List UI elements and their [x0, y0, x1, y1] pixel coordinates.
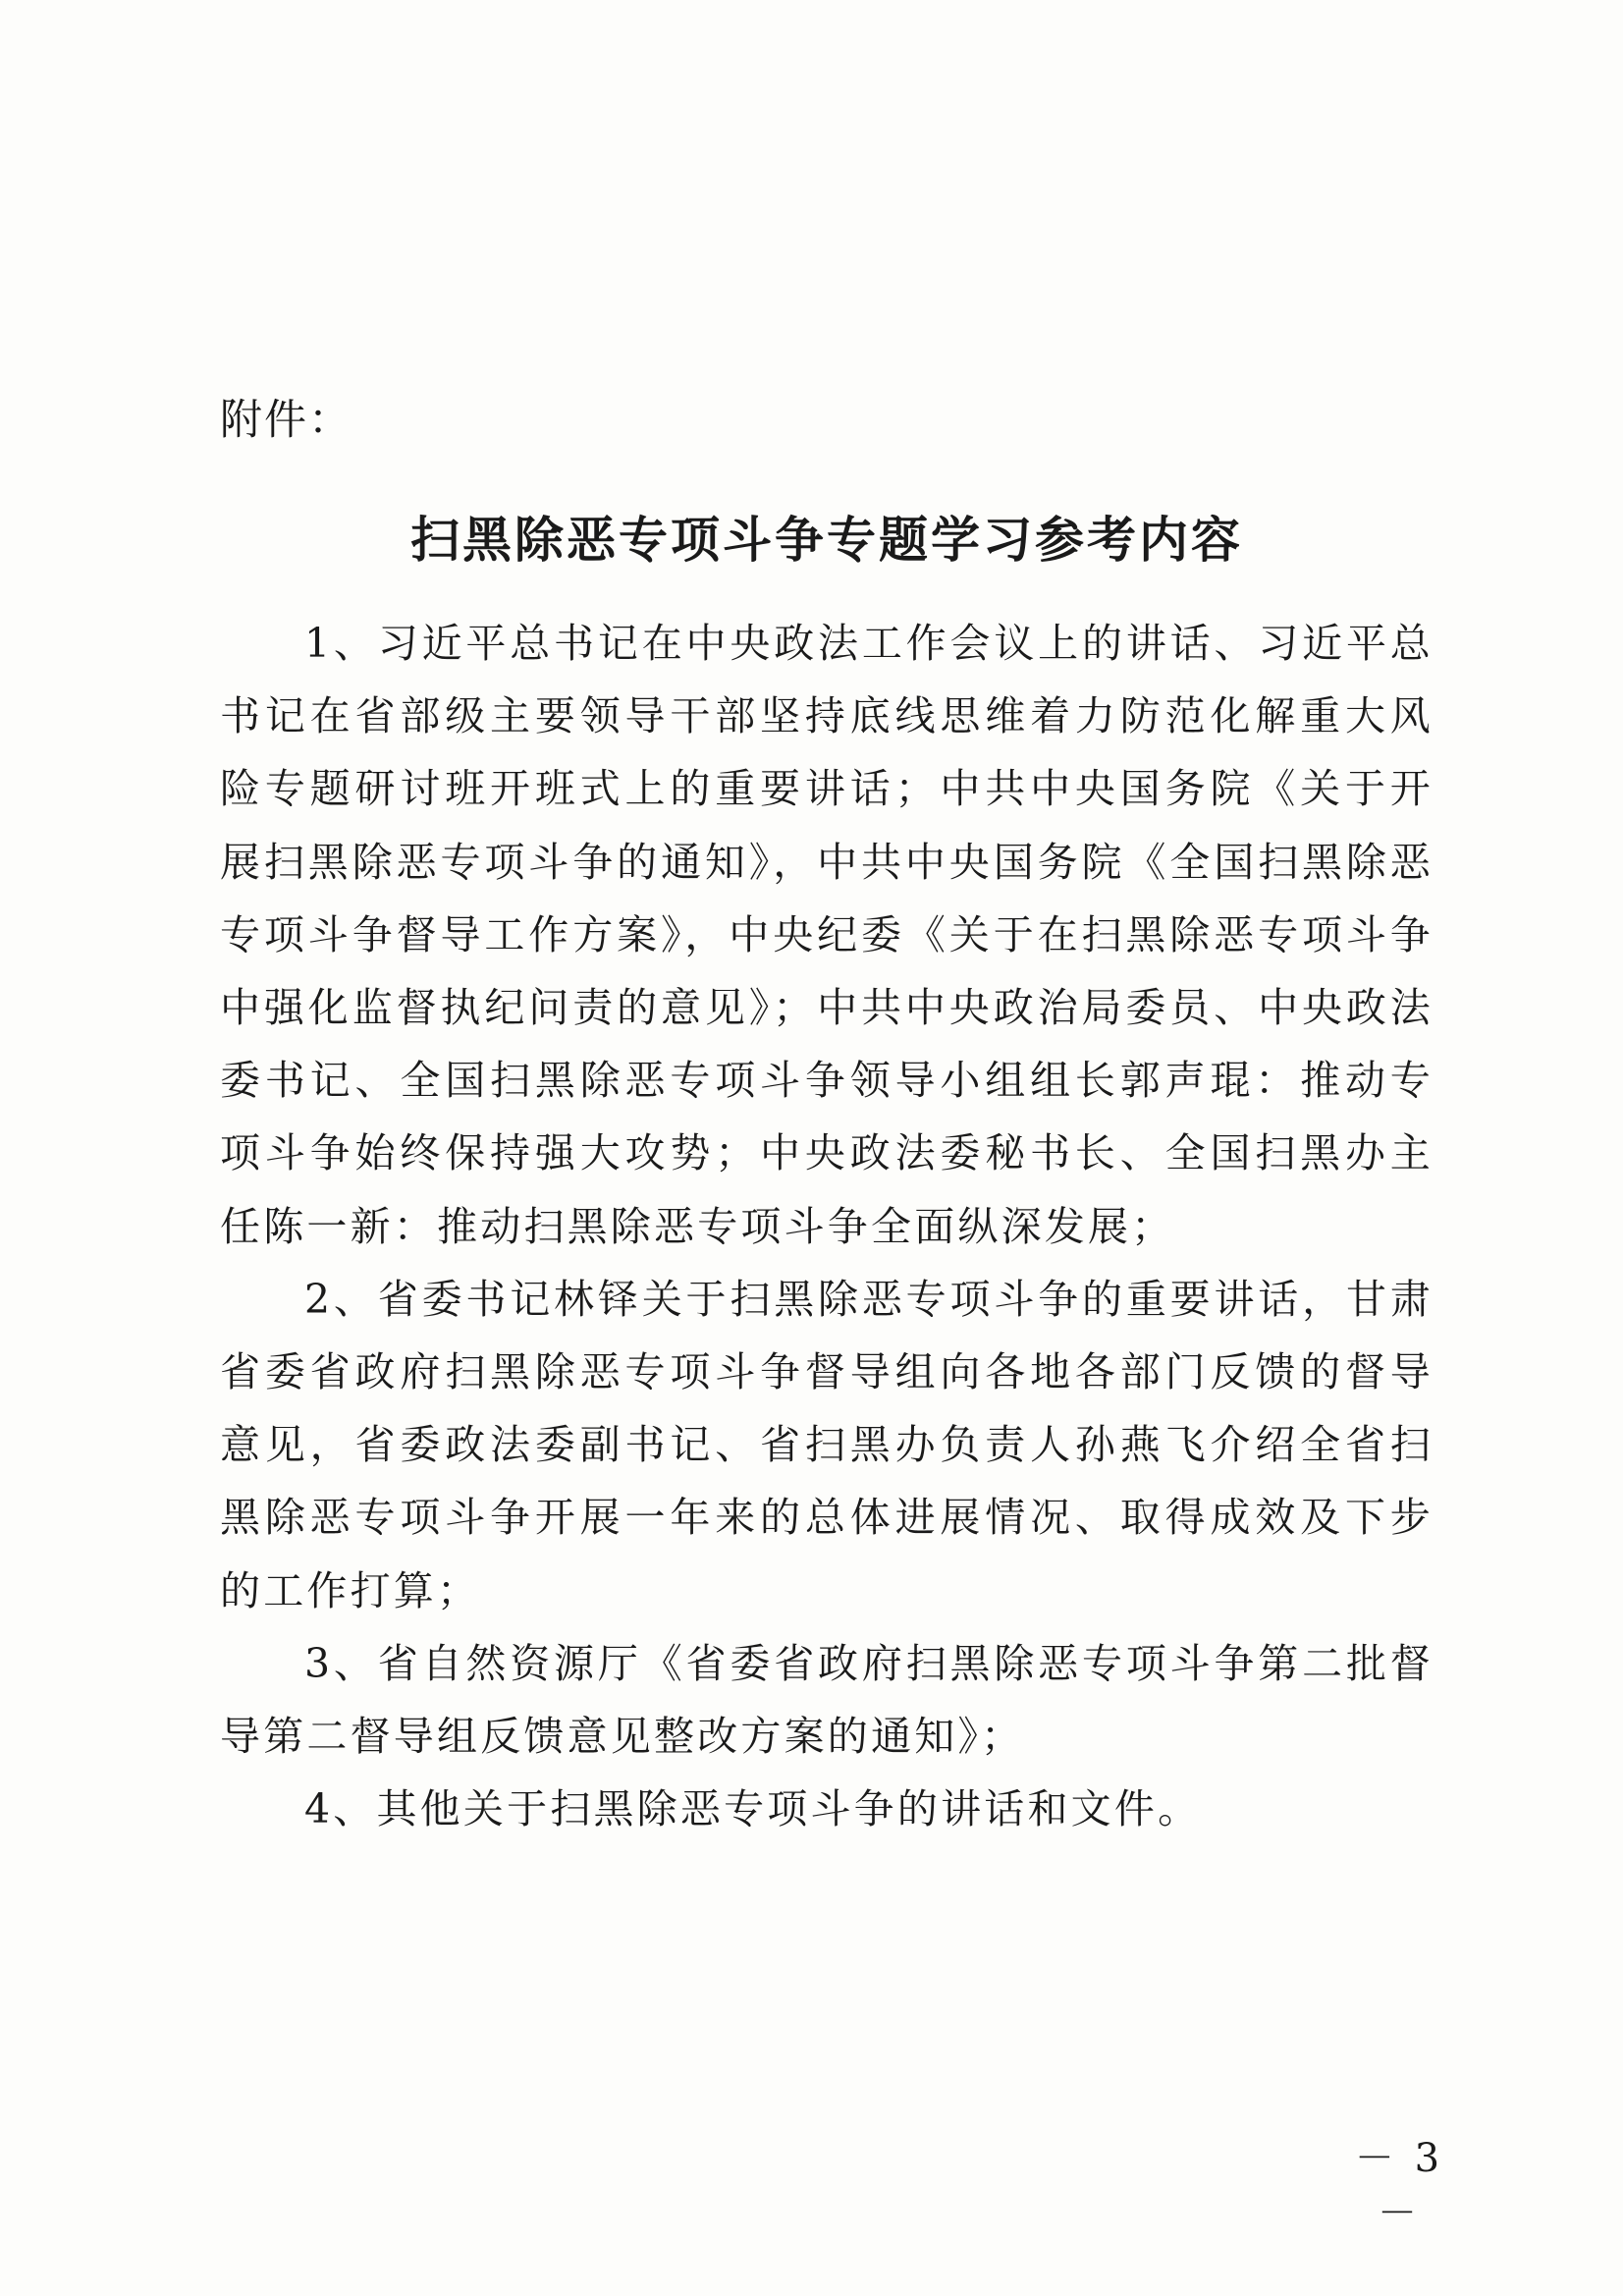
paragraph-2: 2、省委书记林铎关于扫黑除恶专项斗争的重要讲话，甘肃省委省政府扫黑除恶专项斗争督导组向各地各部门反馈的督导意见，省委政法委副书记、省扫黑办负责人孙燕飞介绍全省扫黑除恶专项斗争开展一年来的总体进展情况、取得成效及下步的工作打算；: [220, 1275, 1434, 1614]
paragraph-4: 4、其他关于扫黑除恶专项斗争的讲话和文件。: [304, 1785, 1202, 1833]
document-body: [220, 607, 1434, 1845]
paragraph-3: 3、省自然资源厅《省委省政府扫黑除恶专项斗争第二批督导第二督导组反馈意见整改方案的通知》；: [220, 1639, 1434, 1761]
attachment-label: 附件：: [220, 396, 352, 445]
document-title: 扫黑除恶专项斗争专题学习参考内容: [410, 512, 1243, 569]
paragraph-1: 1、习近平总书记在中央政法工作会议上的讲话、习近平总书记在省部级主要领导干部坚持底线思维着力防范化解重大风险专题研讨班开班式上的重要讲话；中共中央国务院《关于开展扫黑除恶专项斗争的通知》，中共中央国务院《全国扫黑除恶专项斗争督导工作方案》，中央纪委《关于在扫黑除恶专项斗争中强化监督执纪问责的意见》；中共中央政治局委员、中央政法委书记、全国扫黑除恶专项斗争领导小组组长郭声琨：推动专项斗争始终保持强大攻势；中央政法委秘书长、全国扫黑办主任陈一新：推动扫黑除恶专项斗争全面纵深发展；: [220, 620, 1434, 1250]
page-number: － 3 －: [1354, 2136, 1444, 2236]
